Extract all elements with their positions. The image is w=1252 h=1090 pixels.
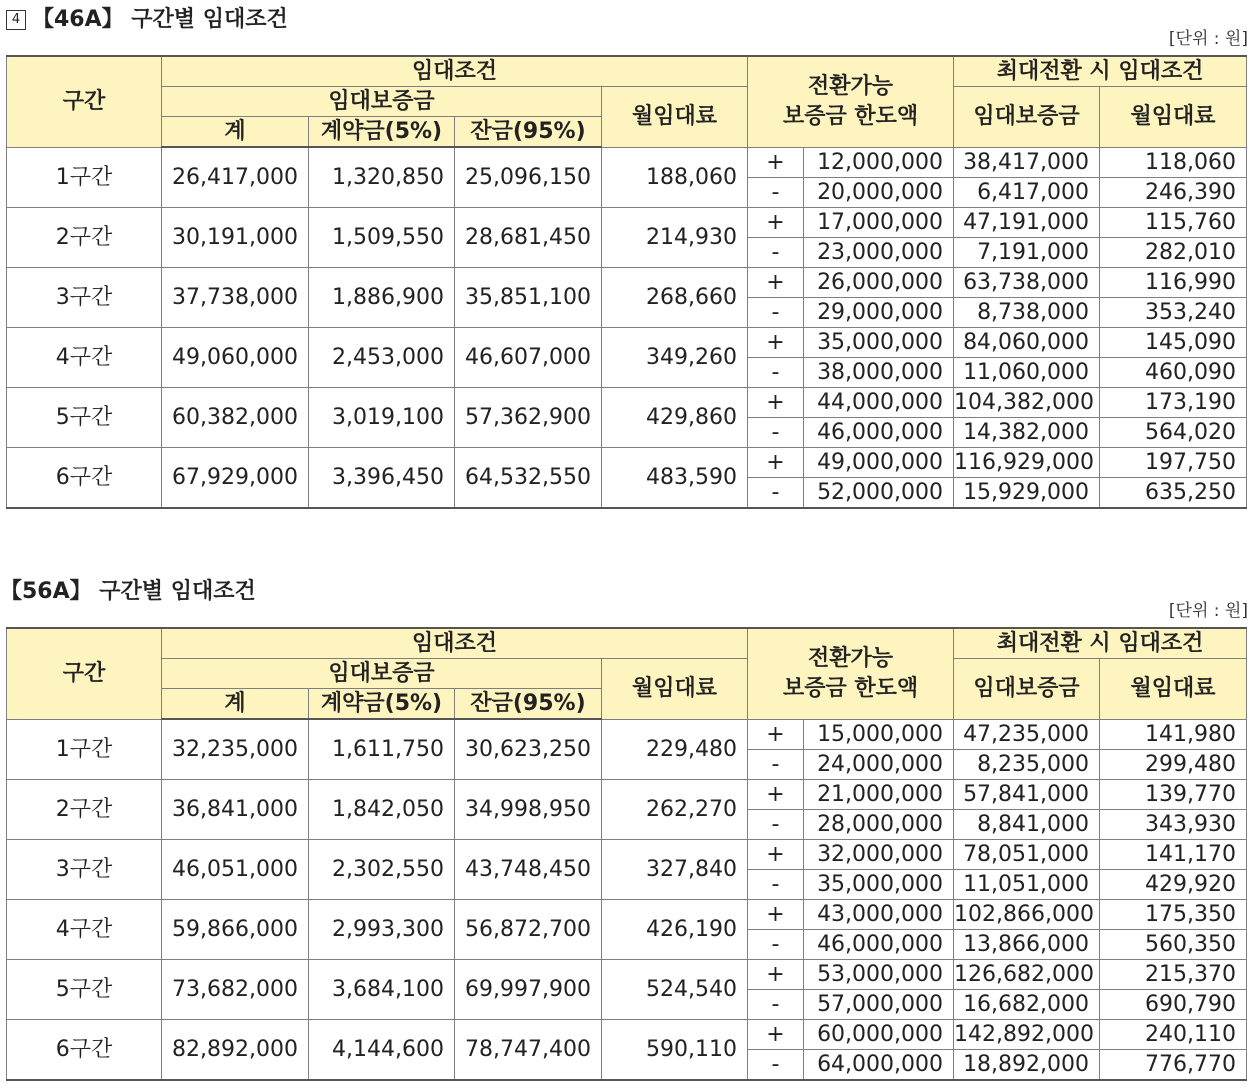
max-deposit-cell: 18,892,000	[954, 1049, 1100, 1080]
max-deposit-cell: 8,235,000	[954, 749, 1100, 779]
unit-label: [단위 : 원]	[1168, 601, 1248, 621]
max-deposit-cell: 57,841,000	[954, 779, 1100, 809]
convertible-limit-cell: 60,000,000	[804, 1019, 954, 1049]
monthly-rent-cell: 590,110	[602, 1019, 748, 1080]
minus-sign: -	[748, 417, 804, 447]
max-rent-cell: 460,090	[1100, 357, 1247, 387]
section-title-text: 【46A】 구간별 임대조건	[32, 7, 288, 32]
convertible-limit-cell: 35,000,000	[804, 869, 954, 899]
header-deposit: 임대보증금	[162, 87, 602, 117]
monthly-rent-cell: 262,270	[602, 779, 748, 839]
table-row	[7, 839, 1247, 869]
down-payment-cell: 1,611,750	[309, 719, 455, 779]
max-rent-cell: 560,350	[1100, 929, 1247, 959]
header-balance: 잔금(95%)	[455, 117, 602, 148]
table-row	[7, 447, 1247, 477]
max-deposit-cell: 126,682,000	[954, 959, 1100, 989]
max-deposit-cell: 116,929,000	[954, 447, 1100, 477]
plus-sign: +	[748, 1019, 804, 1049]
header-max-conversion: 최대전환 시 임대조건	[954, 628, 1247, 659]
header-convertible-line1: 전환가능	[808, 73, 894, 99]
convertible-limit-cell: 17,000,000	[804, 207, 954, 237]
header-down-payment: 계약금(5%)	[309, 689, 455, 720]
total-cell: 49,060,000	[162, 327, 309, 387]
max-deposit-cell: 7,191,000	[954, 237, 1100, 267]
max-rent-cell: 299,480	[1100, 749, 1247, 779]
minus-sign: -	[748, 1049, 804, 1080]
table-row	[7, 387, 1247, 417]
max-rent-cell: 197,750	[1100, 447, 1247, 477]
minus-sign: -	[748, 809, 804, 839]
plus-sign: +	[748, 387, 804, 417]
max-rent-cell: 141,170	[1100, 839, 1247, 869]
table-row	[7, 959, 1247, 989]
max-rent-cell: 240,110	[1100, 1019, 1247, 1049]
convertible-limit-cell: 20,000,000	[804, 177, 954, 207]
section-title	[6, 0, 288, 40]
header-total: 계	[162, 117, 309, 148]
convertible-limit-cell: 21,000,000	[804, 779, 954, 809]
down-payment-cell: 1,320,850	[309, 147, 455, 207]
header-down-payment: 계약금(5%)	[309, 117, 455, 148]
table-row	[7, 719, 1247, 749]
zone-cell: 3구간	[7, 267, 162, 327]
max-deposit-cell: 11,051,000	[954, 869, 1100, 899]
convertible-limit-cell: 46,000,000	[804, 417, 954, 447]
convertible-limit-cell: 12,000,000	[804, 147, 954, 177]
plus-sign: +	[748, 899, 804, 929]
zone-cell: 5구간	[7, 959, 162, 1019]
monthly-rent-cell: 214,930	[602, 207, 748, 267]
convertible-limit-cell: 46,000,000	[804, 929, 954, 959]
down-payment-cell: 2,302,550	[309, 839, 455, 899]
max-deposit-cell: 38,417,000	[954, 147, 1100, 177]
section-title-text: 【56A】 구간별 임대조건	[0, 579, 256, 604]
max-deposit-cell: 102,866,000	[954, 899, 1100, 929]
max-rent-cell: 429,920	[1100, 869, 1247, 899]
balance-cell: 34,998,950	[455, 779, 602, 839]
max-deposit-cell: 142,892,000	[954, 1019, 1100, 1049]
max-deposit-cell: 63,738,000	[954, 267, 1100, 297]
max-deposit-cell: 15,929,000	[954, 477, 1100, 508]
convertible-limit-cell: 44,000,000	[804, 387, 954, 417]
max-rent-cell: 353,240	[1100, 297, 1247, 327]
monthly-rent-cell: 229,480	[602, 719, 748, 779]
section-title	[0, 572, 256, 612]
zone-cell: 4구간	[7, 327, 162, 387]
max-rent-cell: 115,760	[1100, 207, 1247, 237]
monthly-rent-cell: 188,060	[602, 147, 748, 207]
header-rental-conditions: 임대조건	[162, 56, 748, 87]
rental-table	[6, 627, 1247, 1081]
monthly-rent-cell: 327,840	[602, 839, 748, 899]
max-deposit-cell: 16,682,000	[954, 989, 1100, 1019]
balance-cell: 35,851,100	[455, 267, 602, 327]
total-cell: 59,866,000	[162, 899, 309, 959]
header-balance: 잔금(95%)	[455, 689, 602, 720]
header-total: 계	[162, 689, 309, 720]
down-payment-cell: 4,144,600	[309, 1019, 455, 1080]
max-rent-cell: 282,010	[1100, 237, 1247, 267]
table-row	[7, 899, 1247, 929]
plus-sign: +	[748, 267, 804, 297]
header-zone: 구간	[7, 56, 162, 147]
convertible-limit-cell: 35,000,000	[804, 327, 954, 357]
max-deposit-cell: 14,382,000	[954, 417, 1100, 447]
max-deposit-cell: 47,235,000	[954, 719, 1100, 749]
max-deposit-cell: 11,060,000	[954, 357, 1100, 387]
balance-cell: 56,872,700	[455, 899, 602, 959]
max-rent-cell: 173,190	[1100, 387, 1247, 417]
balance-cell: 30,623,250	[455, 719, 602, 779]
balance-cell: 69,997,900	[455, 959, 602, 1019]
balance-cell: 78,747,400	[455, 1019, 602, 1080]
monthly-rent-cell: 268,660	[602, 267, 748, 327]
max-rent-cell: 635,250	[1100, 477, 1247, 508]
convertible-limit-cell: 15,000,000	[804, 719, 954, 749]
total-cell: 36,841,000	[162, 779, 309, 839]
header-max-deposit: 임대보증금	[954, 659, 1100, 720]
down-payment-cell: 1,842,050	[309, 779, 455, 839]
zone-cell: 6구간	[7, 447, 162, 508]
max-deposit-cell: 8,738,000	[954, 297, 1100, 327]
section-marker: 4	[6, 10, 26, 30]
balance-cell: 28,681,450	[455, 207, 602, 267]
monthly-rent-cell: 483,590	[602, 447, 748, 508]
total-cell: 67,929,000	[162, 447, 309, 508]
plus-sign: +	[748, 147, 804, 177]
max-deposit-cell: 104,382,000	[954, 387, 1100, 417]
minus-sign: -	[748, 357, 804, 387]
convertible-limit-cell: 64,000,000	[804, 1049, 954, 1080]
total-cell: 46,051,000	[162, 839, 309, 899]
convertible-limit-cell: 29,000,000	[804, 297, 954, 327]
minus-sign: -	[748, 989, 804, 1019]
convertible-limit-cell: 26,000,000	[804, 267, 954, 297]
header-max-conversion: 최대전환 시 임대조건	[954, 56, 1247, 87]
zone-cell: 1구간	[7, 719, 162, 779]
total-cell: 60,382,000	[162, 387, 309, 447]
convertible-limit-cell: 53,000,000	[804, 959, 954, 989]
table-row	[7, 267, 1247, 297]
table-row	[7, 207, 1247, 237]
header-rental-conditions: 임대조건	[162, 628, 748, 659]
header-max-deposit: 임대보증금	[954, 87, 1100, 148]
down-payment-cell: 3,019,100	[309, 387, 455, 447]
total-cell: 30,191,000	[162, 207, 309, 267]
header-convertible-limit	[748, 628, 954, 719]
table-row	[7, 147, 1247, 177]
plus-sign: +	[748, 207, 804, 237]
max-rent-cell: 141,980	[1100, 719, 1247, 749]
convertible-limit-cell: 32,000,000	[804, 839, 954, 869]
balance-cell: 25,096,150	[455, 147, 602, 207]
total-cell: 26,417,000	[162, 147, 309, 207]
max-rent-cell: 175,350	[1100, 899, 1247, 929]
max-deposit-cell: 13,866,000	[954, 929, 1100, 959]
table-row	[7, 779, 1247, 809]
minus-sign: -	[748, 177, 804, 207]
zone-cell: 5구간	[7, 387, 162, 447]
monthly-rent-cell: 426,190	[602, 899, 748, 959]
header-convertible-line2: 보증금 한도액	[782, 675, 919, 701]
max-deposit-cell: 47,191,000	[954, 207, 1100, 237]
convertible-limit-cell: 52,000,000	[804, 477, 954, 508]
minus-sign: -	[748, 477, 804, 508]
minus-sign: -	[748, 749, 804, 779]
max-rent-cell: 118,060	[1100, 147, 1247, 177]
plus-sign: +	[748, 959, 804, 989]
max-rent-cell: 776,770	[1100, 1049, 1247, 1080]
max-rent-cell: 690,790	[1100, 989, 1247, 1019]
max-rent-cell: 564,020	[1100, 417, 1247, 447]
minus-sign: -	[748, 869, 804, 899]
convertible-limit-cell: 24,000,000	[804, 749, 954, 779]
balance-cell: 46,607,000	[455, 327, 602, 387]
max-deposit-cell: 6,417,000	[954, 177, 1100, 207]
convertible-limit-cell: 28,000,000	[804, 809, 954, 839]
max-rent-cell: 246,390	[1100, 177, 1247, 207]
convertible-limit-cell: 49,000,000	[804, 447, 954, 477]
total-cell: 32,235,000	[162, 719, 309, 779]
monthly-rent-cell: 524,540	[602, 959, 748, 1019]
max-rent-cell: 116,990	[1100, 267, 1247, 297]
header-deposit: 임대보증금	[162, 659, 602, 689]
rental-table	[6, 55, 1247, 509]
header-convertible-limit	[748, 56, 954, 147]
header-convertible-line1: 전환가능	[808, 645, 894, 671]
down-payment-cell: 1,509,550	[309, 207, 455, 267]
max-deposit-cell: 84,060,000	[954, 327, 1100, 357]
down-payment-cell: 3,396,450	[309, 447, 455, 508]
total-cell: 37,738,000	[162, 267, 309, 327]
convertible-limit-cell: 38,000,000	[804, 357, 954, 387]
zone-cell: 1구간	[7, 147, 162, 207]
convertible-limit-cell: 23,000,000	[804, 237, 954, 267]
table-row	[7, 327, 1247, 357]
plus-sign: +	[748, 447, 804, 477]
plus-sign: +	[748, 327, 804, 357]
max-deposit-cell: 8,841,000	[954, 809, 1100, 839]
convertible-limit-cell: 43,000,000	[804, 899, 954, 929]
max-rent-cell: 343,930	[1100, 809, 1247, 839]
header-max-monthly-rent: 월임대료	[1100, 659, 1247, 720]
balance-cell: 57,362,900	[455, 387, 602, 447]
convertible-limit-cell: 57,000,000	[804, 989, 954, 1019]
header-convertible-line2: 보증금 한도액	[782, 103, 919, 129]
header-monthly-rent: 월임대료	[602, 659, 748, 720]
plus-sign: +	[748, 839, 804, 869]
down-payment-cell: 3,684,100	[309, 959, 455, 1019]
max-rent-cell: 145,090	[1100, 327, 1247, 357]
header-monthly-rent: 월임대료	[602, 87, 748, 148]
down-payment-cell: 1,886,900	[309, 267, 455, 327]
zone-cell: 2구간	[7, 779, 162, 839]
monthly-rent-cell: 349,260	[602, 327, 748, 387]
table-row	[7, 1019, 1247, 1049]
total-cell: 82,892,000	[162, 1019, 309, 1080]
header-max-monthly-rent: 월임대료	[1100, 87, 1247, 148]
minus-sign: -	[748, 929, 804, 959]
zone-cell: 4구간	[7, 899, 162, 959]
minus-sign: -	[748, 237, 804, 267]
minus-sign: -	[748, 297, 804, 327]
max-deposit-cell: 78,051,000	[954, 839, 1100, 869]
max-rent-cell: 215,370	[1100, 959, 1247, 989]
plus-sign: +	[748, 719, 804, 749]
unit-label: [단위 : 원]	[1168, 29, 1248, 49]
plus-sign: +	[748, 779, 804, 809]
down-payment-cell: 2,453,000	[309, 327, 455, 387]
balance-cell: 43,748,450	[455, 839, 602, 899]
monthly-rent-cell: 429,860	[602, 387, 748, 447]
total-cell: 73,682,000	[162, 959, 309, 1019]
header-zone: 구간	[7, 628, 162, 719]
max-rent-cell: 139,770	[1100, 779, 1247, 809]
zone-cell: 6구간	[7, 1019, 162, 1080]
zone-cell: 3구간	[7, 839, 162, 899]
balance-cell: 64,532,550	[455, 447, 602, 508]
zone-cell: 2구간	[7, 207, 162, 267]
down-payment-cell: 2,993,300	[309, 899, 455, 959]
